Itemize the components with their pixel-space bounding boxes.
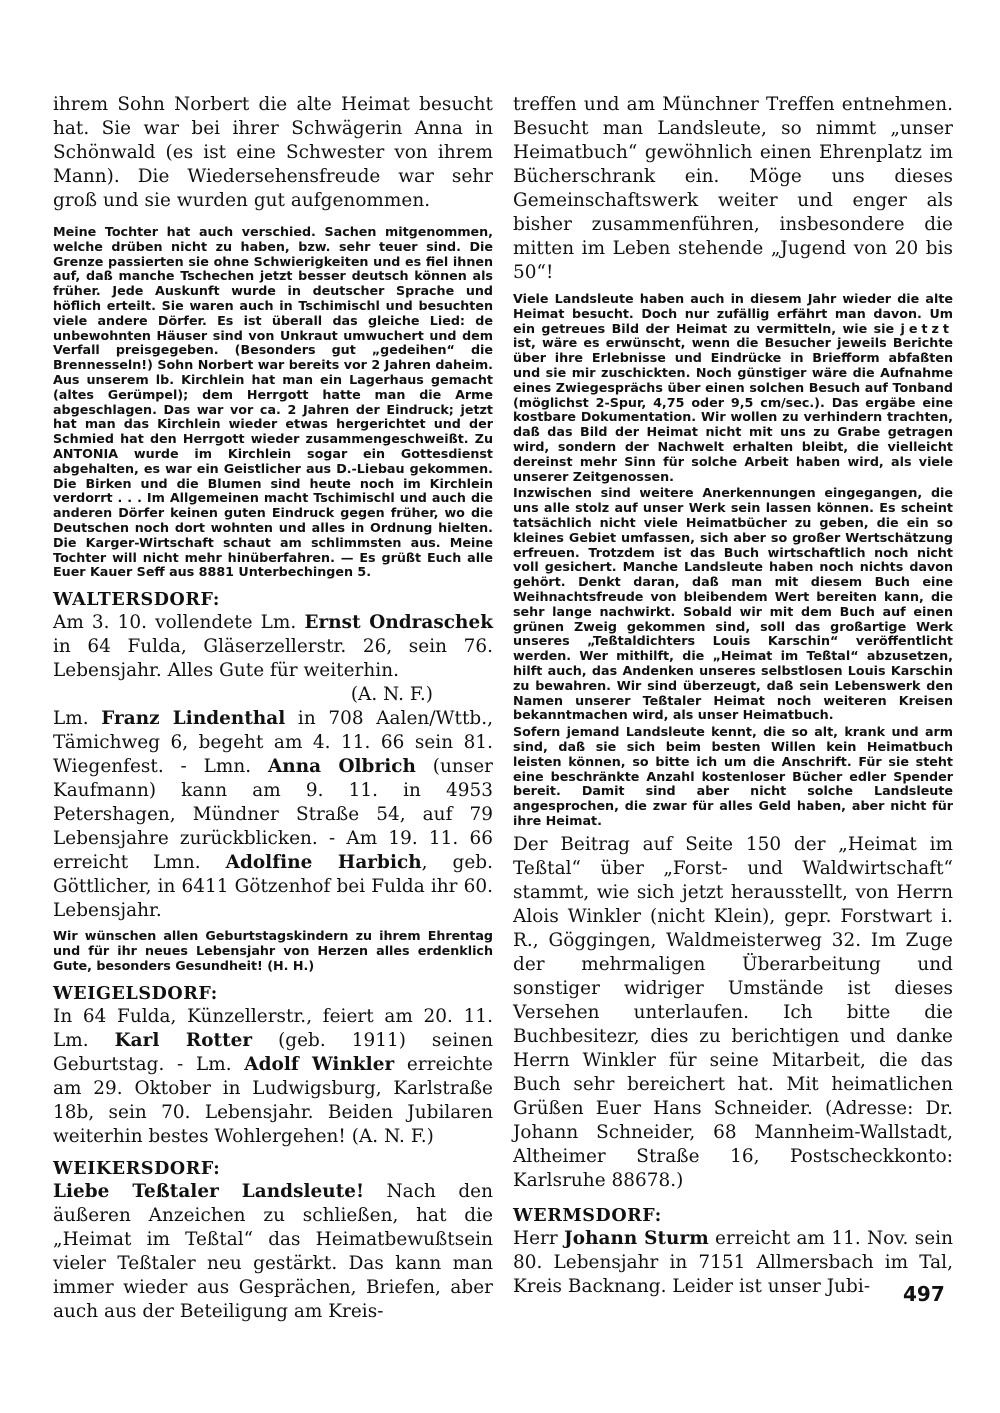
left-column [53,93,493,1324]
heading-weikersdorf: WEIKERSDORF: [53,1158,221,1179]
weigelsdorf-paragraph: In 64 Fulda, Künzellerstr., feiert am 20. 11. Lm. Karl Rotter (geb. 1911) seinen Geburtstag. - Lm. Adolf Winkler erreichte am 29. Oktober in Ludwigsburg, Karlstraße 18b, sein 70. Lebensjahr. Beiden Jubilaren weiterhin bestes Wohlergehen! (A. N. F.) [53,1005,493,1147]
heading-waltersdorf: WALTERSDORF: [53,590,220,611]
heading-weigelsdorf: WEIGELSDORF: [53,983,218,1004]
waltersdorf-paragraph-2: Lm. Franz Lindenthal in 708 Aalen/Wttb., Tämichweg 6, begeht am 4. 11. 66 sein 81. Wiegenfest. - Lmn. Anna Olbrich (unser Kaufmann) kann am 9. 11. in 4953 Petershagen, Mündner Straße 54, auf 79 Lebensjahre zurückblicken. - Am 19. 11. 66 erreicht Lmn. Adolfine Harbich, geb. Göttlicher, in 6411 Götzenhof bei Fulda ihr 60. Lebensjahr. [53,708,493,922]
page-number: 497 [903,1282,945,1306]
correction-paragraph: Der Beitrag auf Seite 150 der „Heimat im Teßtal“ über „Forst- und Waldwirtschaft“ stammt, wie sich jetzt herausstellt, von Herrn Alois Winkler (nicht Klein), gepr. Forstwart i. R., Göggingen, Waldmeisterweg 32. Im Zuge der mehrmaligen Überarbeitung und sonstiger widriger Umstände ist dieses Versehen unterlaufen. Ich bitte die Buchbesitezr, dies zu berichtigen und danke Herrn Winkler für seine Mitarbeit, die das Buch sehr bereichert hat. Mit heimatlichen Grüßen Euer Hans Schneider. (Adresse: Dr. Johann Schneider, 68 Mannheim-Wallstadt, Altheimer Straße 16, Postscheckkonto: Karlsruhe 88678.) [513,833,953,1191]
intro-paragraph: ihrem Sohn Norbert die alte Heimat besucht hat. Sie war bei ihrer Schwägerin Anna in Schönwald (es ist eine Schwester von ihrem Mann). Die Wiedersehensfreude war sehr groß und sie wurden gut aufgenommen. [53,94,493,211]
letter-paragraph: Meine Tochter hat auch verschied. Sachen mitgenommen, welche drüben nicht zu haben, bzw. sehr teuer sind. Die Grenze passierten sie ohne Schwierigkeiten und es fiel ihnen auf, daß manche Tschechen jetzt besser deutsch können als früher. Jede Auskunft wurde in deutscher Sprache und höflich erteilt. Sie waren auch in Tschimischl und besuchten viele andere Dörfer. Es ist überall das gleiche Lied: de unbewohnten Häuser sind von Unkraut umwuchert und dem Verfall preisgegeben. (Besonders gut „gedeihen“ die Brennesseln!) Sohn Norbert war bereits vor 2 Jahren daheim. Aus unserem lb. Kirchlein hat man ein Lagerhaus gemacht (altes Gerümpel); dem Herrgott hatte man die Arme abgeschlagen. Das war vor ca. 2 Jahren der Eindruck; jetzt hat man das Kirchlein wieder etwas hergerichtet und der Schmied hat den Herrgott wieder zusammengeschweißt. Zu ANTONIA wurde im Kirchlein sogar ein Gottesdienst abgehalten, es war ein Geistlicher aus D.-Liebau gekommen. Die Birken und die Blumen sind heute noch im Kirchlein verdorrt . . . Im Allgemeinen macht Tschimischl und auch die anderen Dörfer keinen guten Eindruck gegen früher, wo die Deutschen noch dort wohnten und alles in Ordnung hielten. Die Karger-Wirtschaft schaut am schlimmsten aus. Meine Tochter will nicht mehr hinüberfahren. — Es grüßt Euch alle Euer Kauer Seff aus 8881 Unterbechingen 5. [53,224,493,580]
recognition-paragraph: Inzwischen sind weitere Anerkennungen eingegangen, die uns alle stolz auf unser Werk sein lassen können. Es scheint tatsächlich nicht viele Heimatbücher zu geben, die ein so kleines Gebiet umfassen, sich aber so großer Wertschätzung erfreuen. Trotzdem ist das Buch wirtschaftlich noch nicht voll gesichert. Manche Landsleute haben noch nichts davon gehört. Denkt daran, daß man mit diesem Buch eine Weihnachtsfreude von bleibendem Wert bereiten kann, die sehr lange nachwirkt. Sobald wir mit dem Buch auf einen grünen Zweig gekommen sind, soll das großartige Werk unseres „Teßtaldichters Louis Karschin“ veröffentlicht werden. Wer mithilft, die „Heimat im Teßtal“ abzusetzen, hilft auch, das Andenken unseres selbstlosen Louis Karschin zu bewahren. Wir sind überzeugt, daß sein Lebenswerk den Namen unserer Teßtaler Heimat noch weiteren Kreisen bekanntmachen wird, als unser Heimatbuch. [513,485,953,723]
visits-paragraph: Viele Landsleute haben auch in diesem Jahr wieder die alte Heimat besucht. Doch nur zufällig erfährt man davon. Um ein getreues Bild der Heimat zu vermitteln, wie sie jetzt ist, wäre es erwünscht, wenn die Besucher jeweils Berichte über ihre Erlebnisse und Eindrücke in Briefform abfaßten und sie mir zuschickten. Noch günstiger wäre die Aufnahme eines Zwiegesprächs über einen solchen Besuch auf Tonband (möglichst 2-Spur, 4,75 oder 9,5 cm/sec.). Das ergäbe eine kostbare Dokumentation. Wir wollen zu verhindern trachten, daß das Bild der Heimat nicht mit uns zu Grabe getragen wird, sondern der Nachwelt erhalten bleibt, die vielleicht dereinst mehr Sinn für solche Arbeit haben wird, als viele unserer Zeitgenossen. [513,291,953,484]
donation-paragraph: Sofern jemand Landsleute kennt, die so alt, krank und arm sind, daß sie sich beim besten Willen kein Heimatbuch leisten können, so bitte ich um die Anschrift. Für sie steht eine beschränkte Anzahl kostenloser Bücher edler Spender bereit. Damit sind aber nicht solche Landsleute angesprochen, die zwar für alles Geld haben, aber nicht für ihre Heimat. [513,724,953,828]
waltersdorf-paragraph-1: Am 3. 10. vollendete Lm. Ernst Ondraschek in 64 Fulda, Gläserzellerstr. 26, sein 76. Lebensjahr. Alles Gute für weiterhin. [53,612,493,682]
weikersdorf-paragraph: Liebe Teßtaler Landsleute! Nach den äußeren Anzeichen zu schließen, hat die „Heimat im Teßtal“ das Heimatbewußtsein vieler Teßtaler neu gestärkt. Das kann man immer wieder aus Gesprächen, Briefen, aber auch aus der Beteiligung am Kreis- [53,1180,494,1322]
right-column [513,93,953,1299]
waltersdorf-wish: Wir wünschen allen Geburtstagskindern zu ihrem Ehrentag und für ihr neues Lebensjahr von Herzen alles erdenklich Gute, besonders Gesundheit! (H. H.) [53,928,493,973]
waltersdorf-signature: (A. N. F.) [350,684,433,706]
continuation-paragraph: treffen und am Münchner Treffen entnehmen. Besucht man Landsleute, so nimmt „unser Heimatbuch“ gewöhnlich einen Ehrenplatz im Bücherschrank ein. Möge uns dieses Gemeinschaftswerk weiter und enger als bisher zusammenführen, insbesondere die mitten im Leben stehende „Jugend von 20 bis 50“! [513,94,953,283]
wermsdorf-paragraph: Herr Johann Sturm erreicht am 11. Nov. sein 80. Lebensjahr in 7151 Allmersbach im Tal, Kreis Backnang. Leider ist unser Jubi- [513,1227,953,1297]
heading-wermsdorf: WERMSDORF: [513,1205,662,1226]
